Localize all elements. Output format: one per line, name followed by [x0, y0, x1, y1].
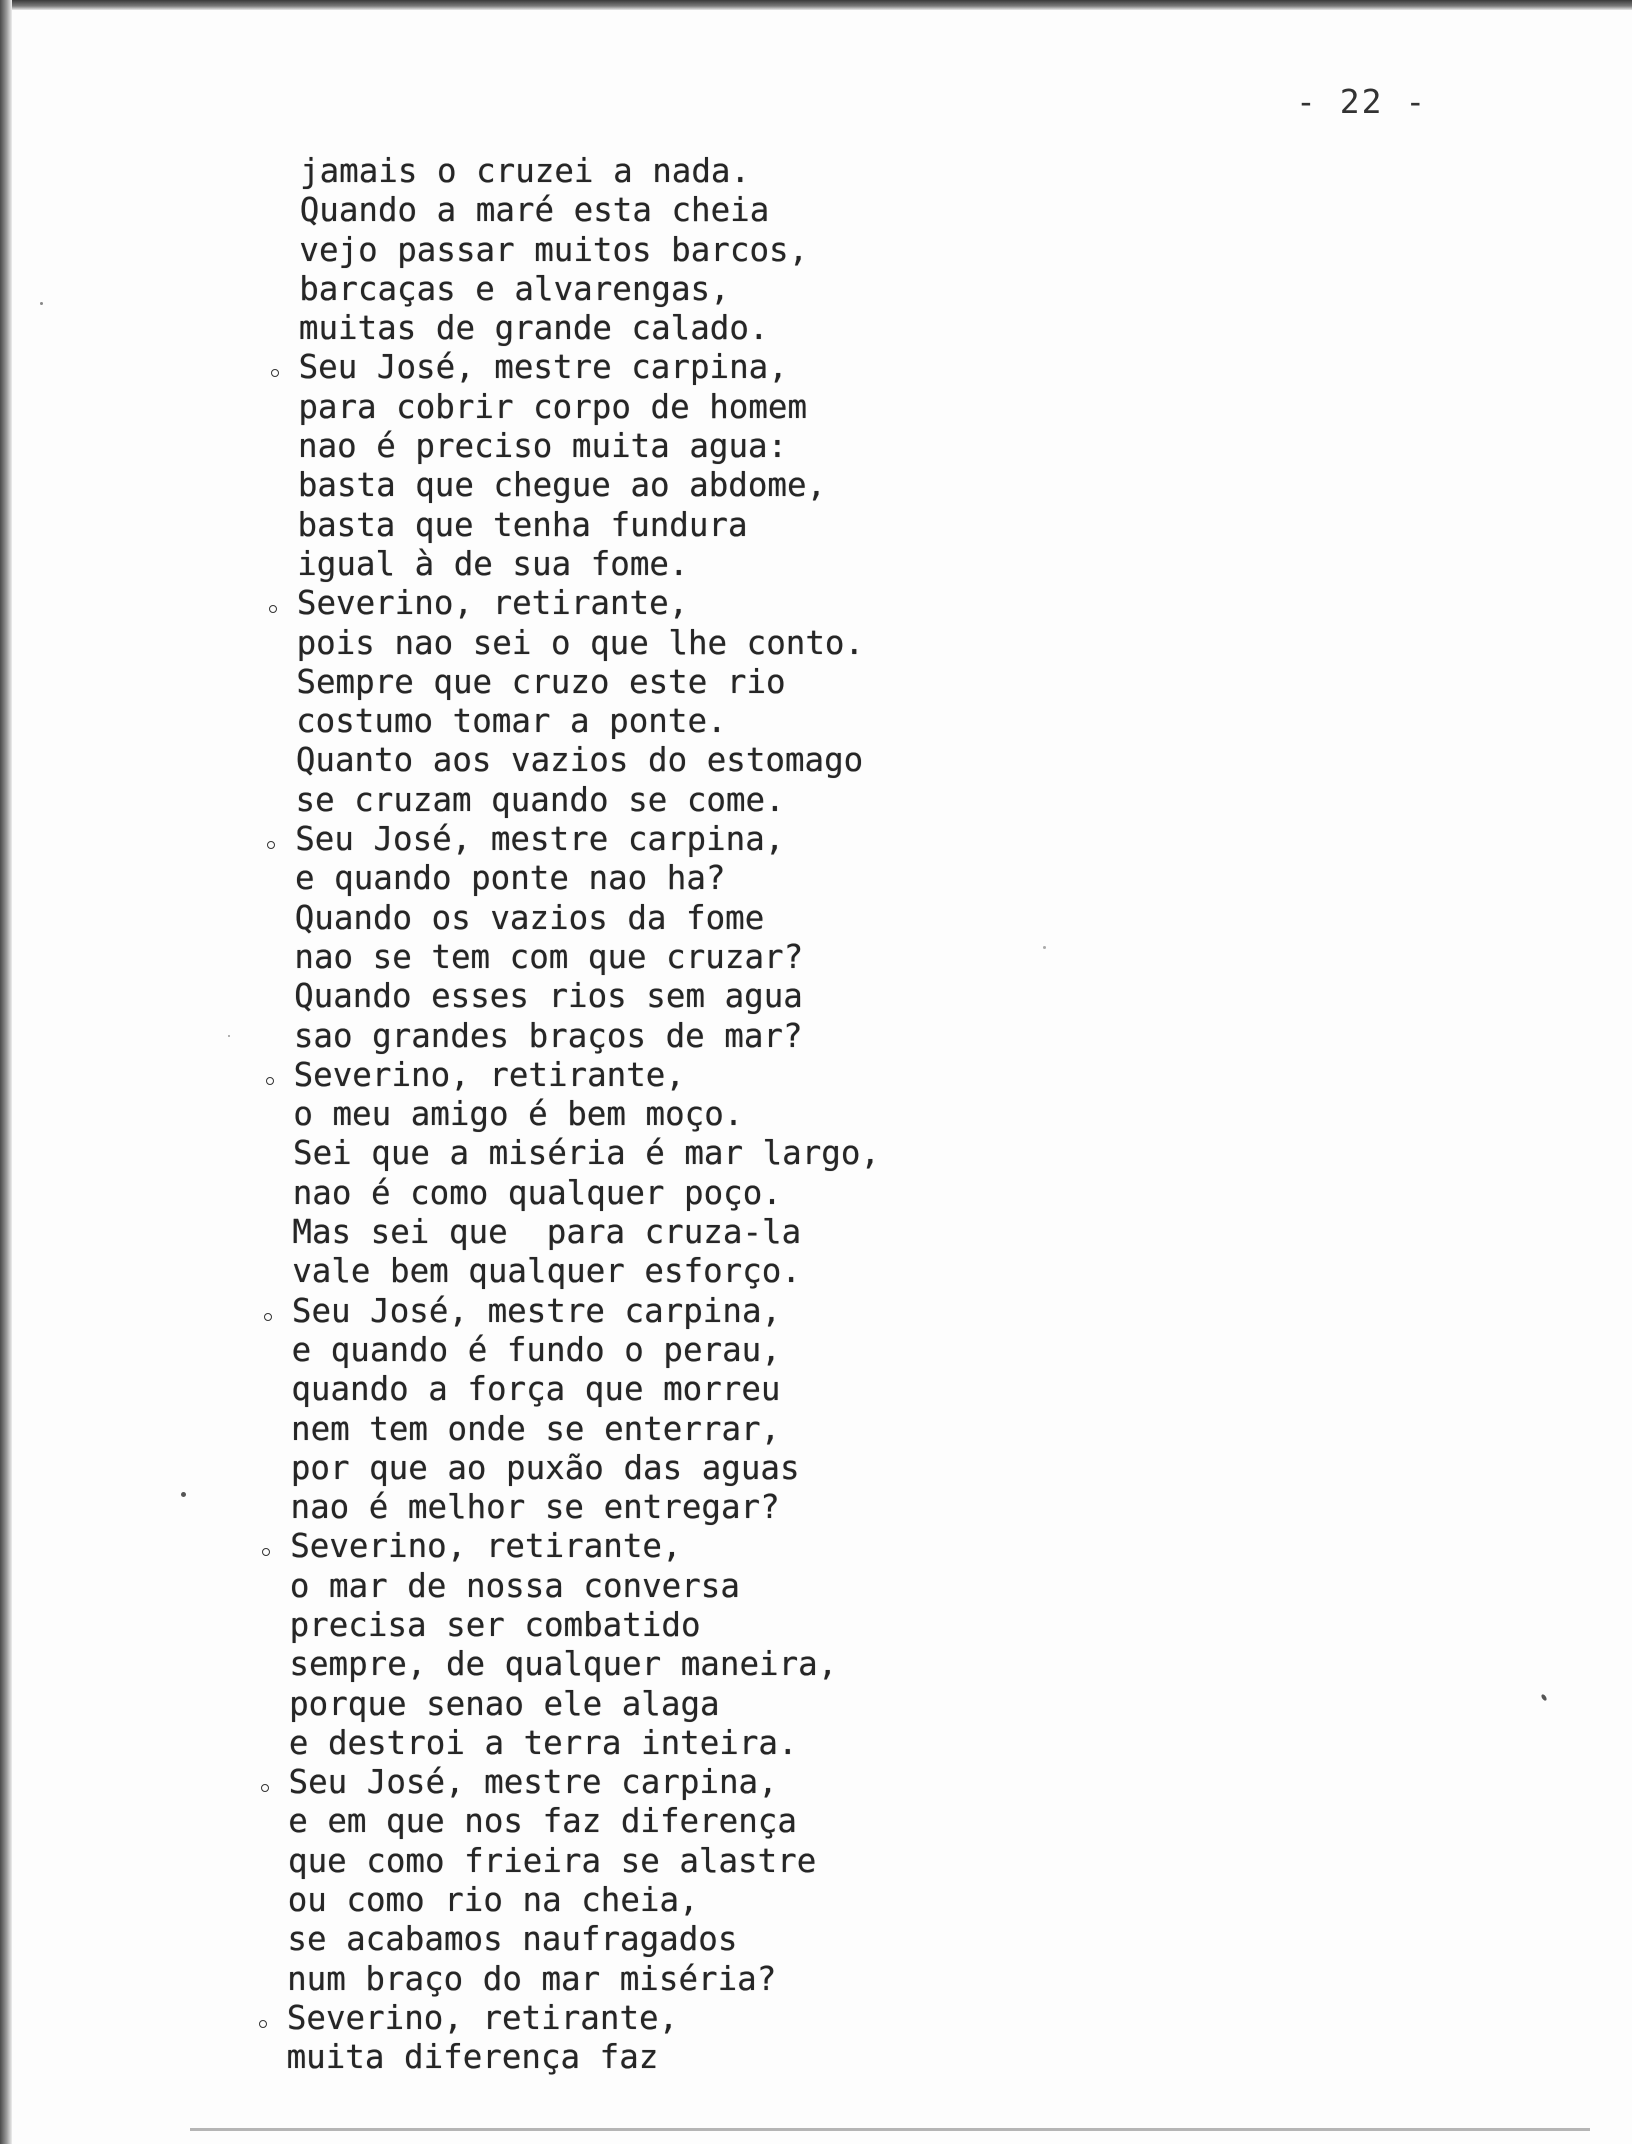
poem-line: jamais o cruzei a nada. — [300, 152, 751, 190]
poem-line: nem tem onde se enterrar, — [291, 1409, 781, 1448]
poem-line: precisa ser combatido — [289, 1605, 701, 1644]
poem-line: o mar de nossa conversa — [289, 1566, 740, 1605]
poem-text — [286, 152, 1200, 2078]
poem-line: barcaças e alvarengas, — [299, 269, 730, 308]
poem-line-speaker-start: Severino, retirante, — [290, 1527, 1190, 1566]
poem-line: costumo tomar a ponte. — [296, 702, 727, 741]
poem-line: o meu amigo é bem moço. — [293, 1095, 744, 1134]
page-edge-top — [0, 0, 1632, 10]
page-edge-left — [0, 0, 12, 2144]
poem-line: porque senao ele alaga — [289, 1684, 720, 1723]
ink-speck — [1540, 1693, 1547, 1701]
poem-line: nao é preciso muita agua: — [298, 427, 788, 466]
poem-line: num braço do mar miséria? — [287, 1959, 777, 1998]
poem-line: sao grandes braços de mar? — [293, 1016, 803, 1055]
poem-line: e quando é fundo o perau, — [291, 1330, 781, 1369]
poem-line: igual à de sua fome. — [297, 544, 689, 583]
poem-line: Sempre que cruzo este rio — [296, 662, 786, 701]
poem-line: nao é como qualquer poço. — [292, 1173, 782, 1212]
poem-line: ou como rio na cheia, — [287, 1881, 699, 1920]
poem-line: e quando ponte nao ha? — [295, 859, 726, 898]
poem-line: para cobrir corpo de homem — [298, 387, 808, 426]
poem-line-speaker-start: Severino, retirante, — [297, 584, 1197, 623]
poem-line: vale bem qualquer esforço. — [292, 1252, 801, 1291]
poem-line: basta que tenha fundura — [297, 505, 748, 544]
poem-line: quando a força que morreu — [291, 1370, 781, 1409]
poem-line: se cruzam quando se come. — [295, 780, 785, 819]
poem-line-speaker-start: Severino, retirante, — [287, 1999, 1187, 2038]
ink-speck — [181, 1492, 186, 1497]
poem-line: e destroi a terra inteira. — [288, 1723, 798, 1762]
poem-line: Quando os vazios da fome — [294, 898, 765, 937]
poem-line: muita diferença faz — [286, 2038, 659, 2077]
poem-line: Quando esses rios sem agua — [294, 977, 803, 1016]
poem-line: muitas de grande calado. — [298, 309, 769, 348]
poem-line-speaker-start: Seu José, mestre carpina, — [295, 820, 1195, 859]
poem-line: Quando a maré esta cheia — [299, 191, 770, 230]
poem-line: basta que chegue ao abdome, — [297, 466, 827, 505]
poem-line: por que ao puxão das aguas — [290, 1448, 800, 1487]
poem-line-speaker-start: Seu José, mestre carpina, — [292, 1292, 1192, 1331]
ink-speck — [40, 302, 43, 305]
poem-line-speaker-start: Seu José, mestre carpina, — [289, 1763, 1189, 1802]
poem-line: e em que nos faz diferença — [288, 1802, 797, 1841]
poem-line-speaker-start: Seu José, mestre carpina, — [299, 348, 1199, 387]
ink-speck — [1043, 946, 1046, 949]
poem-line: Mas sei que para cruza-la — [292, 1213, 802, 1252]
page-number: - 22 - — [1296, 82, 1428, 121]
ink-speck — [228, 1035, 230, 1037]
poem-line: Sei que a miséria é mar largo, — [293, 1134, 880, 1173]
poem-line: sempre, de qualquer maneira, — [289, 1645, 838, 1684]
poem-line: que como frieira se alastre — [288, 1841, 817, 1880]
poem-line-speaker-start: Severino, retirante, — [294, 1056, 1194, 1095]
poem-line: se acabamos naufragados — [287, 1920, 738, 1959]
poem-line: nao é melhor se entregar? — [290, 1488, 780, 1527]
poem-line: vejo passar muitos barcos, — [299, 230, 809, 269]
poem-line: nao se tem com que cruzar? — [294, 937, 804, 976]
poem-line: pois nao sei o que lhe conto. — [296, 623, 865, 662]
page-edge-bottom — [190, 2128, 1590, 2131]
poem-line: Quanto aos vazios do estomago — [295, 741, 864, 780]
